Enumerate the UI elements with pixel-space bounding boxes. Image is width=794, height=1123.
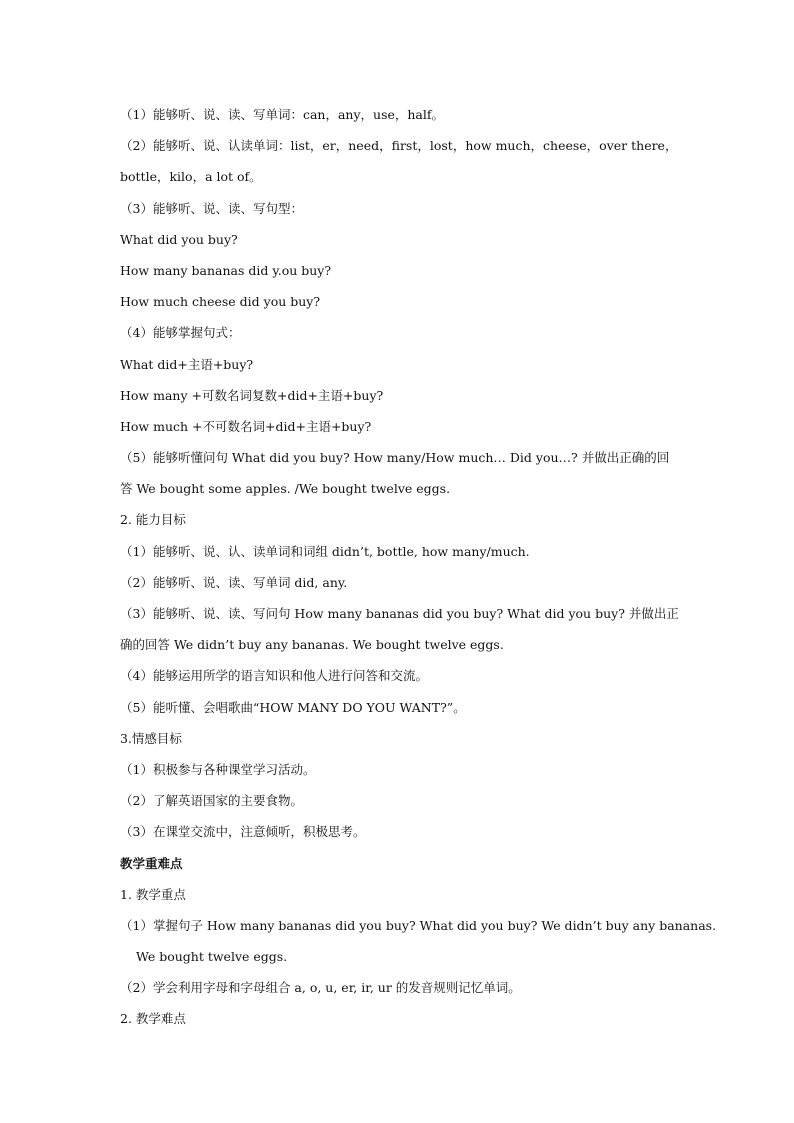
section-heading-ability: 2. 能力目标 <box>120 512 186 528</box>
document-body <box>120 99 717 1035</box>
text-line: （2）能够听、说、认读单词：list，er，need，first，lost，how much，cheese，over there， <box>120 138 678 154</box>
text-line: （3）能够听、说、读、写问句 How many bananas did you buy? What did you buy? 并做出正 <box>120 606 679 621</box>
text-line: 答 We bought some apples. /We bought twelve eggs. <box>120 481 451 497</box>
section-heading-key-difficult: 教学重难点 <box>120 855 183 871</box>
text-line: （1）能够听、说、认、读单词和词组 didn’t, bottle, how many/much. <box>120 543 530 559</box>
text-line: （2）了解英语国家的主要食物。 <box>120 793 303 809</box>
text-line: （2）学会利用字母和字母组合 a, o, u, er, ir, ur 的发音规则记忆单词。 <box>120 980 521 996</box>
text-line: How much +不可数名词+did+主语+buy? <box>120 418 372 434</box>
text-line: （3）能够听、说、读、写句型： <box>120 200 303 216</box>
section-heading-difficulties: 2. 教学难点 <box>120 1011 186 1027</box>
text-line: How many bananas did y.ou buy? <box>120 262 332 278</box>
text-line: （4）能够掌握句式： <box>120 325 241 341</box>
text-line: （1）积极参与各种课堂学习活动。 <box>120 761 316 777</box>
text-line: What did+主语+buy? <box>120 356 254 372</box>
text-line: How many +可数名词复数+did+主语+buy? <box>120 387 384 403</box>
text-line: （4）能够运用所学的语言知识和他人进行问答和交流。 <box>120 668 428 684</box>
text-line: What did you buy? <box>120 231 238 247</box>
text-line: （2）能够听、说、读、写单词 did, any. <box>120 574 348 590</box>
text-line: （1）能够听、说、读、写单词：can，any，use，half。 <box>120 107 445 122</box>
text-line: 确的回答 We didn’t buy any bananas. We bought twelve eggs. <box>120 637 504 653</box>
text-line: （1）掌握句子 How many bananas did you buy? What did you buy? We didn’t buy any bananas. <box>120 917 717 933</box>
section-heading-key-points: 1. 教学重点 <box>120 886 186 902</box>
text-line: （5）能听懂、会唱歌曲“HOW MANY DO YOU WANT?”。 <box>120 699 466 715</box>
text-line: How much cheese did you buy? <box>120 294 321 310</box>
text-line: bottle，kilo，a lot of。 <box>120 169 262 185</box>
text-line: （5）能够听懂问句 What did you buy? How many/How much… Did you…? 并做出正确的回 <box>120 450 670 466</box>
text-line: We bought twelve eggs. <box>136 949 288 965</box>
section-heading-emotion: 3.情感目标 <box>120 730 182 746</box>
text-line: （3）在课堂交流中，注意倾听，积极思考。 <box>120 824 366 840</box>
